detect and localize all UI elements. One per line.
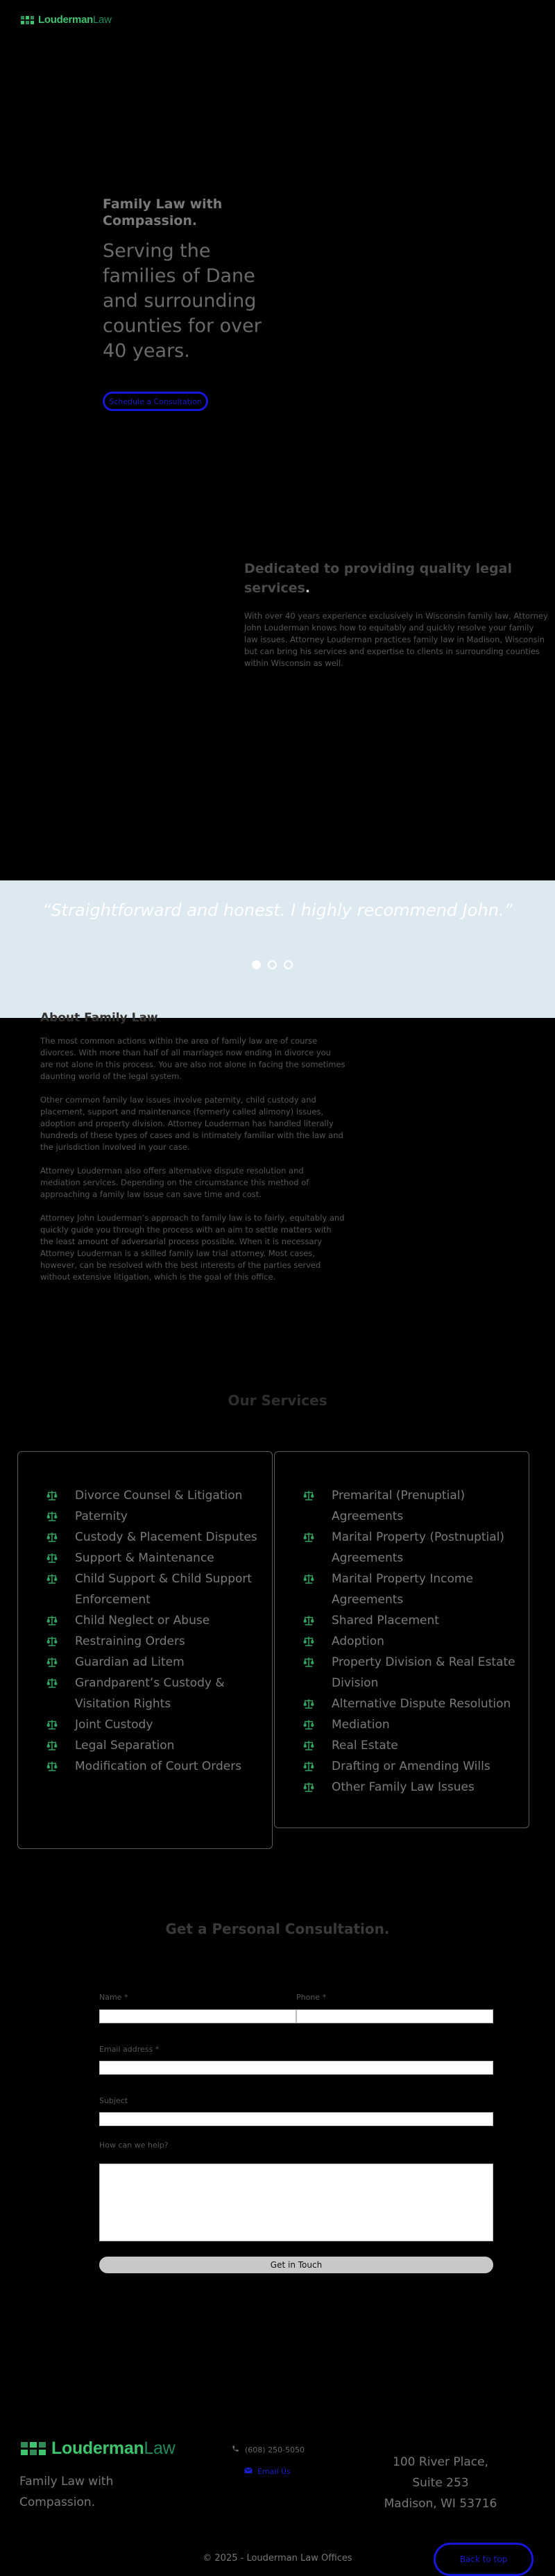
carousel-dot-1[interactable] bbox=[252, 960, 261, 969]
scales-icon bbox=[302, 1531, 316, 1544]
service-label: Grandparent’s Custody & Visitation Rights bbox=[75, 1676, 225, 1711]
testimonial-quote: “Straightforward and honest. I highly recommend John.” bbox=[42, 901, 513, 920]
service-item bbox=[18, 1652, 272, 1673]
brand-name: Louderman bbox=[38, 14, 93, 26]
message-label: How can we help? bbox=[99, 2141, 169, 2150]
logo-text bbox=[38, 14, 112, 26]
name-label-text: Name bbox=[99, 1993, 122, 2002]
scales-icon bbox=[46, 1614, 60, 1627]
services-list-right bbox=[274, 1451, 529, 1828]
scales-icon bbox=[46, 1552, 60, 1564]
services-list-left bbox=[17, 1451, 273, 1849]
consultation-title: Get a Personal Consultation. bbox=[165, 1921, 390, 1937]
service-item bbox=[18, 1485, 272, 1506]
service-label: Alternative Dispute Resolution bbox=[332, 1697, 511, 1711]
service-label: Child Neglect or Abuse bbox=[75, 1614, 210, 1628]
service-label: Mediation bbox=[332, 1718, 390, 1732]
service-item bbox=[275, 1652, 529, 1693]
about-paragraph: Attorney John Louderman’s approach to family law is to fairly, equitably and quickly guide you through the process with an aim to settle matters with the least amount of adversarial process possible. When it is necessary Attorney Louderman is a skilled family law trial attorney. Most cases, however, can be resolved with the best interests of the parties served without extensive litigation, which is the goal of this office. bbox=[40, 1213, 345, 1282]
hero-subheading: Serving the families of Dane and surrounding counties for over 40 years. bbox=[103, 240, 262, 362]
subject-label: Subject bbox=[99, 2096, 128, 2105]
service-item bbox=[275, 1527, 529, 1569]
scales-icon bbox=[302, 1656, 316, 1668]
hero-heading: Family Law with Compassion. bbox=[103, 196, 223, 228]
scales-icon bbox=[46, 1677, 60, 1689]
service-label: Paternity bbox=[75, 1509, 128, 1523]
service-item bbox=[275, 1756, 529, 1777]
service-item bbox=[18, 1569, 272, 1610]
service-item bbox=[275, 1777, 529, 1798]
service-label: Support & Maintenance bbox=[75, 1551, 214, 1565]
address-line: Suite 253 bbox=[412, 2476, 469, 2490]
service-item bbox=[275, 1569, 529, 1610]
scales-icon bbox=[302, 1573, 316, 1585]
header-logo[interactable] bbox=[21, 14, 112, 26]
services-title: Our Services bbox=[228, 1392, 327, 1409]
service-label: Marital Property (Postnuptial) Agreements bbox=[332, 1530, 505, 1565]
footer-tagline: Family Law with Compassion. bbox=[19, 2475, 114, 2509]
service-item bbox=[18, 1756, 272, 1777]
logo-mark-icon bbox=[21, 16, 34, 24]
phone-label bbox=[296, 1993, 326, 2002]
scales-icon bbox=[302, 1489, 316, 1502]
service-item bbox=[275, 1610, 529, 1631]
scales-icon bbox=[46, 1739, 60, 1752]
dedicated-body: With over 40 years experience exclusively in Wisconsin family law, Attorney John Louderman knows how to equitably and quickly resolve your family law issues. Attorney Louderman practices family law in Madison, Wisconsin but can bring his services and expertise to clients in surrounding counties within Wisconsin as well. bbox=[244, 611, 548, 668]
service-label: Guardian ad Litem bbox=[75, 1655, 185, 1669]
footer-email-link[interactable] bbox=[244, 2467, 291, 2476]
email-label bbox=[99, 2045, 159, 2054]
scales-icon bbox=[302, 1635, 316, 1648]
footer-phone[interactable] bbox=[232, 2445, 305, 2454]
scales-icon bbox=[302, 1739, 316, 1752]
about-heading: About Family Law bbox=[40, 1011, 158, 1025]
dedicated-heading bbox=[244, 559, 549, 598]
email-label-text: Email address bbox=[99, 2045, 153, 2054]
scales-icon bbox=[46, 1489, 60, 1502]
required-mark: * bbox=[322, 1993, 327, 2002]
back-to-top-button[interactable]: Back to top bbox=[434, 2543, 533, 2576]
service-label: Joint Custody bbox=[75, 1718, 153, 1732]
service-item bbox=[275, 1693, 529, 1714]
service-item bbox=[18, 1506, 272, 1527]
brand-name: Louderman bbox=[51, 2439, 144, 2458]
scales-icon bbox=[302, 1781, 316, 1793]
carousel-dot-2[interactable] bbox=[268, 960, 277, 969]
dedicated-section bbox=[244, 559, 549, 669]
about-section bbox=[40, 1010, 345, 1283]
service-label: Real Estate bbox=[332, 1739, 398, 1753]
logo-mark-icon bbox=[21, 2442, 46, 2455]
scales-icon bbox=[46, 1531, 60, 1544]
service-item bbox=[18, 1548, 272, 1569]
service-item bbox=[275, 1485, 529, 1527]
scales-icon bbox=[46, 1573, 60, 1585]
scales-icon bbox=[302, 1698, 316, 1710]
service-label: Adoption bbox=[332, 1634, 384, 1648]
schedule-consultation-button[interactable]: Schedule a Consultation bbox=[103, 392, 208, 411]
scales-icon bbox=[46, 1510, 60, 1523]
dedicated-heading-period: . bbox=[305, 580, 311, 596]
copyright: © 2025 - Louderman Law Offices bbox=[203, 2553, 352, 2564]
carousel-dot-3[interactable] bbox=[284, 960, 293, 969]
service-label: Other Family Law Issues bbox=[332, 1780, 475, 1794]
service-label: Child Support & Child Support Enforcement bbox=[75, 1572, 253, 1607]
name-label bbox=[99, 1993, 128, 2002]
about-paragraph: Attorney Louderman also offers alternative dispute resolution and mediation services. Depending on the circumstance this method of approaching a family law issue can save time and cost. bbox=[40, 1166, 309, 1199]
logo-text bbox=[51, 2439, 175, 2459]
service-item bbox=[18, 1527, 272, 1548]
message-textarea[interactable] bbox=[99, 2164, 493, 2241]
service-label: Shared Placement bbox=[332, 1614, 439, 1628]
subject-input[interactable] bbox=[99, 2112, 493, 2126]
footer-address bbox=[375, 2452, 506, 2514]
required-mark: * bbox=[155, 2045, 160, 2054]
scales-icon bbox=[46, 1656, 60, 1668]
phone-icon bbox=[232, 2445, 239, 2454]
brand-suffix: Law bbox=[92, 14, 112, 26]
service-item bbox=[18, 1735, 272, 1756]
phone-label-text: Phone bbox=[296, 1993, 321, 2002]
envelope-icon bbox=[244, 2467, 253, 2476]
service-label: Legal Separation bbox=[75, 1739, 175, 1753]
service-label: Custody & Placement Disputes bbox=[75, 1530, 257, 1544]
carousel-dots bbox=[252, 960, 293, 969]
service-item bbox=[18, 1631, 272, 1652]
scales-icon bbox=[302, 1718, 316, 1731]
service-label: Modification of Court Orders bbox=[75, 1759, 242, 1773]
service-label: Premarital (Prenuptial) Agreements bbox=[332, 1489, 466, 1523]
scales-icon bbox=[46, 1635, 60, 1648]
address-line: 100 River Place, bbox=[393, 2455, 488, 2469]
email-input[interactable] bbox=[99, 2061, 493, 2075]
service-label: Marital Property Income Agreements bbox=[332, 1572, 473, 1607]
footer-phone-text: (608) 250-5050 bbox=[245, 2445, 305, 2454]
about-paragraph: The most common actions within the area of family law are of course divorces. With more than half of all marriages now ending in divorce you are not alone in this process. You are also not alone in facing the sometimes daunting world of the legal system. bbox=[40, 1036, 345, 1081]
footer-logo[interactable] bbox=[21, 2439, 175, 2459]
service-item bbox=[275, 1735, 529, 1756]
scales-icon bbox=[46, 1760, 60, 1773]
service-item bbox=[275, 1631, 529, 1652]
phone-input[interactable] bbox=[296, 2009, 493, 2023]
service-item bbox=[275, 1714, 529, 1735]
footer-email-text: Email Us bbox=[257, 2467, 291, 2476]
service-label: Property Division & Real Estate Division bbox=[332, 1655, 515, 1690]
get-in-touch-button[interactable]: Get in Touch bbox=[99, 2257, 493, 2273]
hero bbox=[103, 196, 269, 364]
brand-suffix: Law bbox=[144, 2439, 176, 2458]
service-item bbox=[18, 1673, 272, 1714]
service-label: Restraining Orders bbox=[75, 1634, 185, 1648]
service-label: Divorce Counsel & Litigation bbox=[75, 1489, 243, 1503]
service-label: Drafting or Amending Wills bbox=[332, 1759, 490, 1773]
service-item bbox=[18, 1714, 272, 1735]
address-line: Madison, WI 53716 bbox=[384, 2497, 497, 2511]
testimonial-band bbox=[0, 880, 555, 1018]
scales-icon bbox=[302, 1614, 316, 1627]
scales-icon bbox=[302, 1760, 316, 1773]
required-mark: * bbox=[123, 1993, 128, 2002]
about-paragraph: Other common family law issues involve paternity, child custody and placement, support and maintenance (formerly called alimony) issues, adoption and property division. Attorney Louderman has handled literally hundreds of these types of cases and is intimately familiar with the law and the jurisdiction involved in your case. bbox=[40, 1095, 343, 1152]
dedicated-heading-text: Dedicated to providing quality legal services bbox=[244, 561, 512, 596]
scales-icon bbox=[46, 1718, 60, 1731]
name-input[interactable] bbox=[99, 2009, 296, 2023]
service-item bbox=[18, 1610, 272, 1631]
